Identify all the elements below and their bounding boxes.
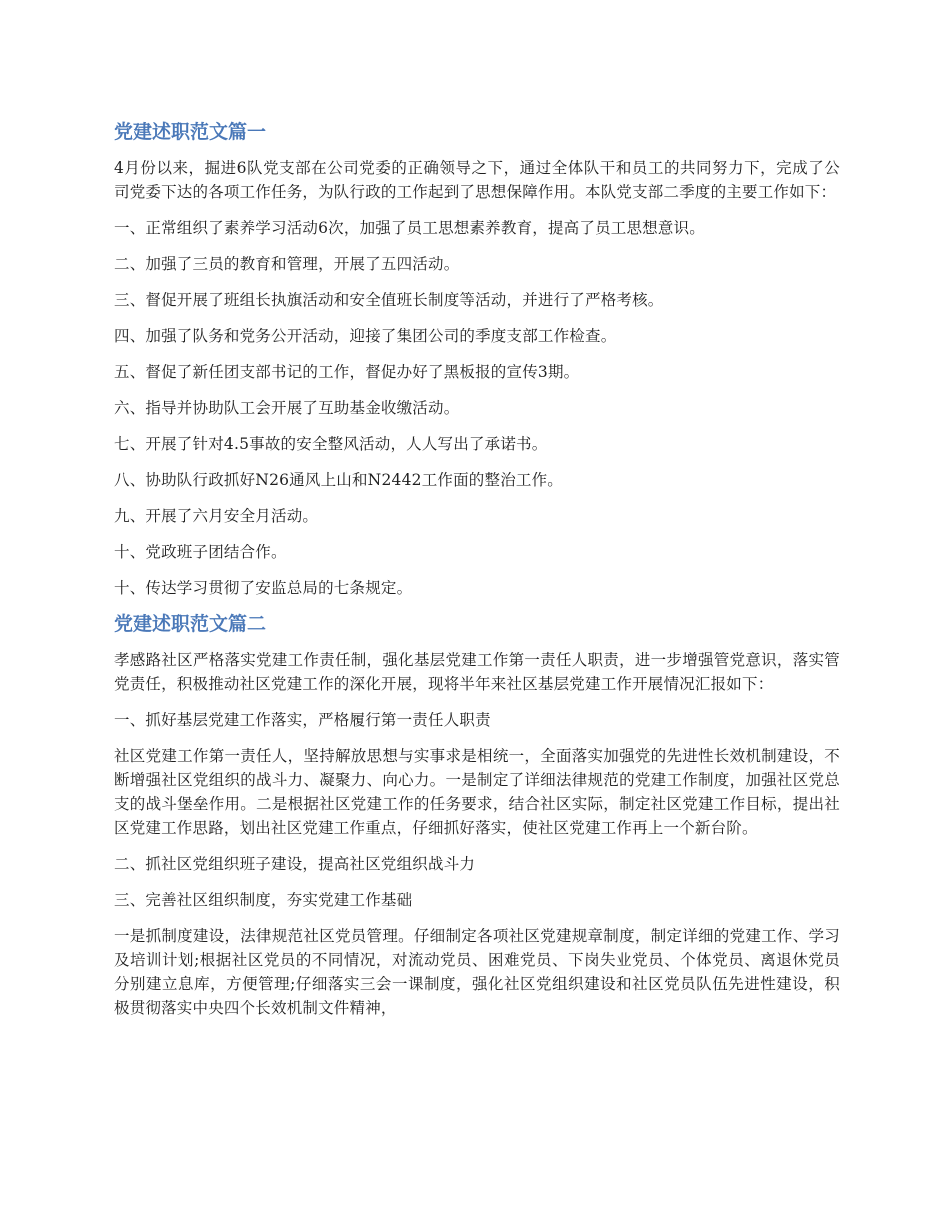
list-item: 四、加强了队务和党务公开活动，迎接了集团公司的季度支部工作检查。 [114,327,617,345]
intro-paragraph-2: 孝感路社区严格落实党建工作责任制，强化基层党建工作第一责任人职责，进一步增强管党意识，落实管党责任，积极推动社区党建工作的深化开展，现将半年来社区基层党建工作开展情况汇报如下： [114,651,840,693]
body-paragraph: 三、完善社区组织制度，夯实党建工作基础 [114,891,413,909]
body-paragraph: 一是抓制度建设，法律规范社区党员管理。仔细制定各项社区党建规章制度，制定详细的党建工作、学习及培训计划;根据社区党员的不同情况，对流动党员、困难党员、下岗失业党员、个体党员、离退休党员分别建立息库，方便管理;仔细落实三会一课制度，强化社区党组织建设和社区党员队伍先进性建设，积极贯彻落实中央四个长效机制文件精神， [114,927,840,1017]
list-item: 一、正常组织了素养学习活动6次，加强了员工思想素养教育，提高了员工思想意识。 [114,219,705,237]
list-item: 七、开展了针对4.5事故的安全整风活动，人人写出了承诺书。 [114,435,548,453]
list-item: 三、督促开展了班组长执旗活动和安全值班长制度等活动，并进行了严格考核。 [114,291,664,309]
document-page [114,120,840,1032]
body-paragraph: 社区党建工作第一责任人，坚持解放思想与实事求是相统一，全面落实加强党的先进性长效机制建设，不断增强社区党组织的战斗力、凝聚力、向心力。一是制定了详细法律规范的党建工作制度，加强社区党总支的战斗堡垒作用。二是根据社区党建工作的任务要求，结合社区实际，制定社区党建工作目标，提出社区党建工作思路，划出社区党建工作重点，仔细抓好落实，使社区党建工作再上一个新台阶。 [114,747,840,837]
list-item: 九、开展了六月安全月活动。 [114,507,319,525]
list-item: 十、传达学习贯彻了安监总局的七条规定。 [114,579,413,597]
list-item: 八、协助队行政抓好N26通风上山和N2442工作面的整治工作。 [114,471,563,489]
body-paragraph: 一、抓好基层党建工作落实，严格履行第一责任人职责 [114,711,491,729]
body-paragraph: 二、抓社区党组织班子建设，提高社区党组织战斗力 [114,855,476,873]
intro-paragraph-1: 4月份以来，掘进6队党支部在公司党委的正确领导之下，通过全体队干和员工的共同努力下，完成了公司党委下达的各项工作任务，为队行政的工作起到了思想保障作用。本队党支部二季度的主要工作如下： [114,159,840,201]
list-item: 十、党政班子团结合作。 [114,543,287,561]
section-title-2: 党建述职范文篇二 [114,613,267,635]
list-item: 六、指导并协助队工会开展了互助基金收缴活动。 [114,399,460,417]
section-title-1: 党建述职范文篇一 [114,121,267,143]
list-item: 二、加强了三员的教育和管理，开展了五四活动。 [114,255,460,273]
list-item: 五、督促了新任团支部书记的工作，督促办好了黑板报的宣传3期。 [114,363,580,381]
